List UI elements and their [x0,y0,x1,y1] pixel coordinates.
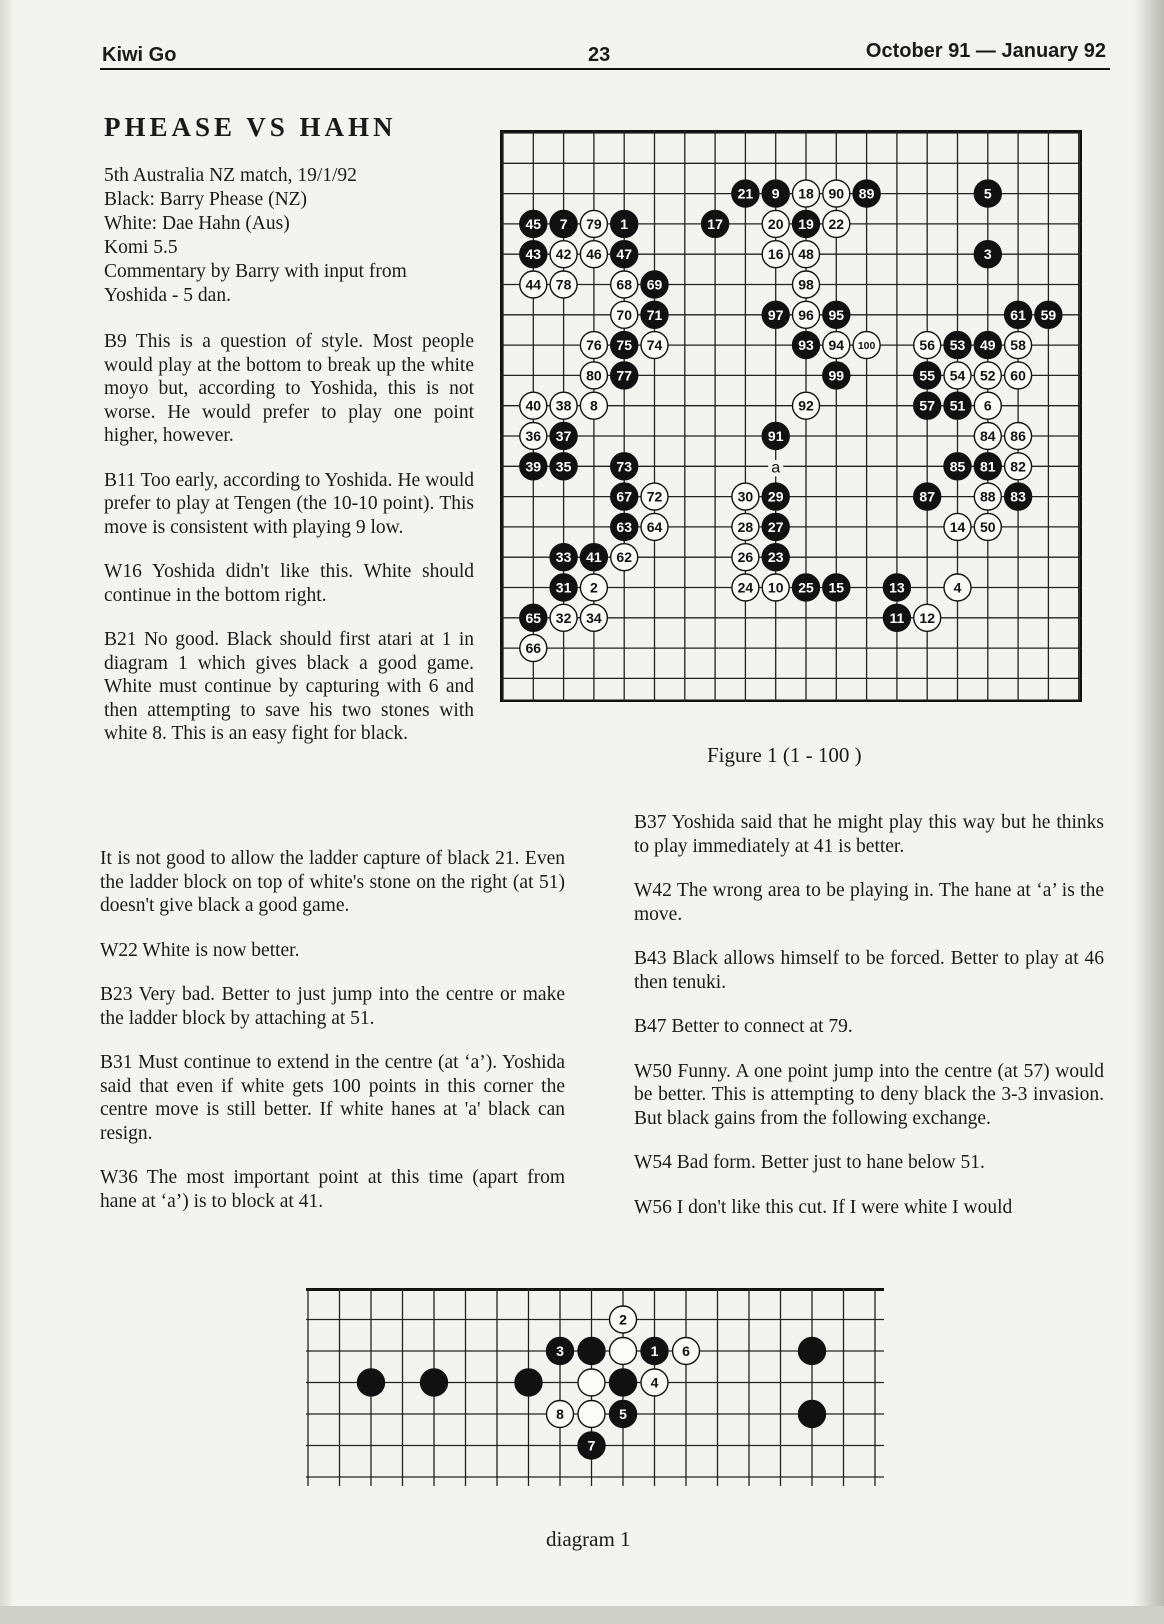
move-number: 48 [798,246,814,263]
move-number: 5 [619,1406,627,1422]
move-number: 10 [767,579,784,596]
move-number: 14 [949,518,966,535]
move-number: 43 [525,246,542,263]
move-number: 4 [953,579,962,596]
move-number: 25 [798,579,814,596]
move-number: 3 [983,246,992,263]
article-title: PHEASE VS HAHN [104,112,397,142]
commentary-column-right [634,811,1104,1240]
move-number: 24 [737,579,754,596]
page-shadow-left [0,0,14,1624]
move-number: 52 [980,367,996,384]
move-number: 29 [767,488,784,505]
move-number: 2 [619,1311,627,1328]
move-number: 8 [590,397,598,414]
move-number: 54 [949,367,966,384]
move-number: 74 [646,337,663,354]
game-info-line: 5th Australia NZ match, 19/1/92 [104,165,357,186]
commentary-paragraph: It is not good to allow the ladder capture of black 21. Even the ladder block on top of white's stone on the right (at 51) doesn't give black a good game. [100,848,565,916]
move-number: 66 [525,640,542,657]
move-number: 79 [586,215,602,232]
move-number: 64 [646,518,663,535]
move-number: 44 [525,276,542,293]
move-number: 1 [620,215,629,232]
move-number: 93 [798,337,814,354]
page-shadow-bottom [0,1606,1164,1624]
move-number: 62 [616,549,632,566]
game-info [104,164,407,308]
running-header [100,40,1110,70]
move-number: 82 [1010,458,1026,475]
move-number: 30 [737,488,754,505]
commentary-paragraph: W54 Bad form. Better just to hane below 51. [634,1152,985,1173]
move-number: 6 [983,397,992,414]
move-number: 45 [525,215,542,232]
commentary-paragraph: B31 Must continue to extend in the centre (at ‘a’). Yoshida said that even if white gets 100 points in this corner the centre move is still better. If white hanes at 'a' black can resign. [100,1052,565,1144]
move-number: 88 [980,488,996,505]
commentary-column-mid [100,847,565,1234]
move-number: 41 [586,549,602,566]
move-number: 21 [737,185,754,202]
move-number: 53 [949,337,966,354]
move-number: 85 [949,458,966,475]
move-number: 22 [828,215,845,232]
move-number: 19 [798,215,814,232]
move-number: 71 [646,306,663,323]
black-stone [610,1369,637,1396]
move-number: 63 [616,518,632,535]
commentary-paragraph: B11 Too early, according to Yoshida. He would prefer to play at Tengen (the 10-10 point). This move is consistent with playing 9 low. [104,469,474,538]
move-number: 50 [980,518,996,535]
move-number: 40 [525,397,542,414]
move-number: 65 [525,609,542,626]
move-number: 49 [980,337,996,354]
black-stone [799,1338,826,1365]
move-number: 18 [798,185,814,202]
move-number: 86 [1010,428,1026,445]
move-number: 97 [767,306,784,323]
move-number: 57 [919,397,935,414]
commentary-paragraph: W50 Funny. A one point jump into the centre (at 57) would be better. This is attempting to deny black the 3-3 invasion. But black gains from the following exchange. [634,1060,1104,1129]
move-number: 58 [1010,337,1026,354]
move-number: 3 [556,1343,564,1359]
header-issue-date: October 91 — January 92 [865,40,1106,62]
game-info-line: Yoshida - 5 dan. [104,285,231,306]
move-number: 56 [919,337,935,354]
move-number: 23 [767,549,784,566]
black-stone [578,1338,605,1365]
move-number: 33 [555,549,572,566]
move-number: 90 [828,185,845,202]
move-number: 20 [767,215,784,232]
figure1-caption: Figure 1 (1 - 100 ) [707,743,862,767]
move-number: 72 [646,488,663,505]
white-stone [578,1369,605,1396]
move-number: 95 [828,306,845,323]
move-number: 9 [771,185,780,202]
diagram1-caption: diagram 1 [546,1527,631,1551]
white-stone [610,1338,637,1365]
black-stone [515,1369,542,1396]
move-number: 99 [828,367,845,384]
move-number: 80 [586,367,602,384]
move-number: 59 [1040,306,1057,323]
move-number: 89 [858,185,875,202]
move-number: 68 [616,276,632,293]
move-number: 1 [650,1343,659,1359]
move-number: 11 [889,609,905,626]
move-number: 75 [616,337,632,354]
figure1-board [500,130,1082,702]
move-number: 96 [798,306,814,323]
move-number: 13 [889,579,905,596]
move-number: 77 [616,367,632,384]
move-number: 87 [919,488,935,505]
move-number: 27 [767,518,784,535]
commentary-paragraph: B47 Better to connect at 79. [634,1016,853,1037]
move-number: 26 [737,549,754,566]
move-number: 100 [857,339,876,352]
diagram1-board [306,1288,884,1536]
header-magazine: Kiwi Go [102,44,177,66]
header-page-number: 23 [588,44,611,66]
move-number: 81 [980,458,996,475]
move-number: 91 [767,428,784,445]
black-stone [421,1369,448,1396]
commentary-paragraph: B9 This is a question of style. Most people would play at the bottom to break up the white moyo but, according to Yoshida, this is not worse. He would prefer to play one point higher, however. [104,331,474,446]
move-number: 67 [616,488,632,505]
black-stone [799,1401,826,1428]
move-number: 42 [555,246,572,263]
move-number: 2 [590,579,598,596]
commentary-paragraph: W22 White is now better. [100,939,300,961]
move-number: 94 [828,337,845,354]
game-info-line: Commentary by Barry with input from [104,261,407,282]
game-info-line: Black: Barry Phease (NZ) [104,189,308,210]
move-number: 15 [828,579,845,596]
move-number: 46 [586,246,602,263]
move-number: 16 [767,246,784,263]
move-number: 60 [1010,367,1026,384]
move-number: 70 [616,306,632,323]
move-number: 73 [616,458,632,475]
move-number: 7 [559,215,568,232]
commentary-paragraph: B23 Very bad. Better to just jump into the centre or make the ladder block by attaching at 51. [100,984,565,1029]
commentary-paragraph: W36 The most important point at this time (apart from hane at ‘a’) is to block at 41. [100,1167,565,1212]
move-number: 92 [798,397,814,414]
move-number: 51 [949,397,966,414]
move-number: 39 [525,458,542,475]
move-number: 7 [587,1437,596,1454]
move-number: 61 [1010,306,1026,323]
game-info-line: White: Dae Hahn (Aus) [104,213,290,234]
move-number: 32 [555,609,572,626]
move-number: 4 [650,1374,659,1391]
commentary-column-left [104,330,474,767]
commentary-paragraph: B37 Yoshida said that he might play this way but he thinks to play immediately at 41 is better. [634,812,1104,857]
move-number: 78 [555,276,572,293]
move-number: 37 [555,428,572,445]
move-number: 5 [983,185,992,202]
commentary-paragraph: W16 Yoshida didn't like this. White should continue in the bottom right. [104,561,474,606]
commentary-paragraph: W56 I don't like this cut. If I were white I would [634,1196,1013,1218]
move-number: 69 [646,276,663,293]
move-number: 6 [682,1343,690,1359]
white-stone [578,1401,605,1428]
move-number: 76 [586,337,602,354]
black-stone [358,1369,385,1396]
point-a-label: a [771,459,781,477]
move-number: 36 [525,428,542,445]
move-number: 98 [798,276,814,293]
move-number: 84 [980,428,996,445]
move-number: 35 [555,458,572,475]
commentary-paragraph: B21 No good. Black should first atari at 1 in diagram 1 which gives black a good game. White must continue by capturing with 6 and then attempting to save his two stones with white 8. This is an easy fight for black. [104,629,474,744]
move-number: 38 [555,397,572,414]
move-number: 34 [586,609,602,626]
move-number: 12 [919,609,935,626]
move-number: 83 [1010,488,1026,505]
page-shadow-right [1134,0,1164,1624]
game-info-line: Komi 5.5 [104,237,178,258]
commentary-paragraph: W42 The wrong area to be playing in. The hane at ‘a’ is the move. [634,880,1104,925]
move-number: 8 [556,1406,564,1422]
move-number: 17 [707,215,723,232]
move-number: 47 [616,246,632,263]
move-number: 28 [737,518,754,535]
move-number: 31 [555,579,572,596]
commentary-paragraph: B43 Black allows himself to be forced. Better to play at 46 then tenuki. [634,948,1104,993]
move-number: 55 [919,367,935,384]
